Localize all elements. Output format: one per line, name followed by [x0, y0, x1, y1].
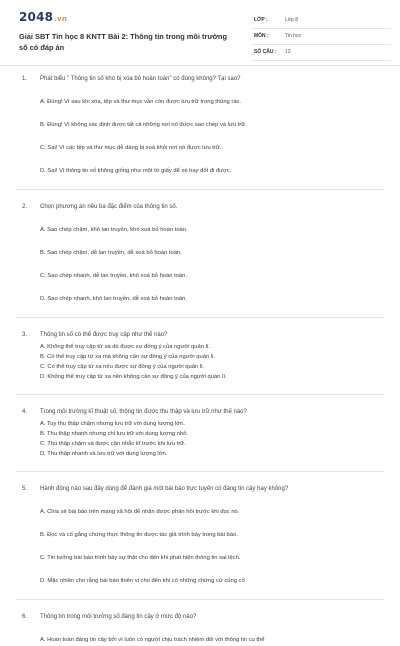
document-meta — [251, 13, 391, 61]
question-divider — [16, 189, 384, 190]
question-divider — [16, 471, 384, 472]
document-title: Giải SBT Tin học 8 KNTT Bài 2: Thông tin trong môi trường số có đáp án — [19, 32, 227, 52]
question-number: 1. — [22, 76, 28, 82]
question-text: Hành động nào sau đây dùng để đánh giá một bài báo trực tuyến có đáng tin cậy hay không? — [40, 486, 289, 492]
question-2 — [0, 202, 400, 305]
meta-row-question-count — [251, 45, 391, 61]
question-text: Thông tin trong môi trường số đáng tin cậy ở mức độ nào? — [40, 614, 197, 620]
option-d[interactable]: D. Sai! Vì thông tin số không giống như một tờ giấy để xé hay đốt đi được. — [40, 168, 232, 174]
question-number: 6. — [22, 614, 28, 620]
question-divider — [16, 317, 384, 318]
option-list — [40, 97, 380, 177]
option-b[interactable]: B. Có thể truy cập từ xa mà không cần sự đồng ý của người quản lí. — [40, 354, 216, 360]
option-b[interactable]: B. Sao chép chậm, dễ lan truyền, dễ xoá bỏ hoàn toàn. — [40, 250, 182, 256]
meta-row-grade — [251, 13, 391, 29]
option-c[interactable]: C. Tin tưởng bài báo trình bày sự thật cho đến khi phát hiện thông tin sai lệch. — [40, 555, 241, 561]
option-list — [40, 419, 380, 459]
option-b[interactable]: B. Thu thập nhanh nhưng chỉ lưu trữ với dung lượng nhỏ. — [40, 431, 189, 437]
meta-value: 13 — [285, 49, 291, 55]
question-6 — [0, 612, 400, 646]
option-a[interactable]: A. Không thể truy cập từ xa dù được sự đồng ý của người quản lí. — [40, 344, 211, 350]
option-b[interactable]: B. Đọc và cố gắng chứng thực thông tin được tác giả trình bày trong bài báo. — [40, 532, 238, 538]
logo-suffix: .vn — [54, 15, 68, 23]
option-list — [40, 635, 380, 646]
question-number: 2. — [22, 204, 28, 210]
meta-label: LỚP : — [254, 17, 268, 23]
option-a[interactable]: A. Sao chép chậm, khó lan truyền, khó xoá bỏ hoàn toàn. — [40, 227, 188, 233]
option-d[interactable]: D. Không thể truy cập từ xa nên không cần sự đồng ý của người quản lí. — [40, 374, 227, 380]
option-a[interactable]: A. Đúng! Vì sau khi xóa, tệp và thư mục vẫn còn được lưu trữ trong thùng rác. — [40, 99, 242, 105]
question-divider — [16, 599, 384, 600]
option-a[interactable]: A. Hoàn toàn đáng tin cậy bởi vì luôn có người chịu trách nhiệm đối với thông tin cụ thể — [40, 637, 265, 643]
question-text: Chọn phương án nêu ba đặc điểm của thông tin số. — [40, 204, 178, 210]
option-d[interactable]: D. Thu thập nhanh và lưu trữ với dung lượng lớn. — [40, 451, 168, 457]
question-divider — [16, 394, 384, 395]
option-list — [40, 342, 380, 382]
logo-text: 2048 — [19, 10, 54, 24]
meta-value: Lớp 8 — [285, 17, 299, 23]
document-header — [0, 0, 400, 66]
option-c[interactable]: C. Có thể truy cập từ xa nếu được sự đồng ý của người quản lí. — [40, 364, 205, 370]
question-text: Phát biểu " Thông tin số khó bị xóa bỏ hoàn toàn" có đúng không? Tại sao? — [40, 76, 241, 82]
question-number: 5. — [22, 486, 28, 492]
option-c[interactable]: C. Sai! Vì các tệp và thư mục dễ dàng bị xoá khỏi nơi nó được lưu trữ.. — [40, 145, 223, 151]
option-d[interactable]: D. Sao chép nhanh, khó lan truyền, dễ xoá bỏ hoàn toàn. — [40, 296, 187, 302]
option-list — [40, 507, 380, 587]
option-a[interactable]: A. Tuy thu thập chậm nhưng lưu trữ với dung lượng lớn. — [40, 421, 185, 427]
option-a[interactable]: A. Chia sẻ bài báo trên mạng xã hội để nhận được phản hồi trước khi đọc nó. — [40, 509, 240, 515]
question-number: 4. — [22, 409, 28, 415]
question-text: Thông tin số có thể được truy cập như thế nào? — [40, 332, 168, 338]
meta-row-subject — [251, 29, 391, 45]
question-text: Trong môi trường kĩ thuật số, thông tin được thu thập và lưu trữ như thế nào? — [40, 409, 247, 415]
question-1 — [0, 74, 400, 177]
question-3 — [0, 330, 400, 382]
meta-value: Tin học — [285, 33, 302, 39]
question-4 — [0, 407, 400, 459]
option-c[interactable]: C. Thu thập chậm và được cân nhắc kĩ trước khi lưu trữ. — [40, 441, 186, 447]
question-5 — [0, 484, 400, 587]
question-list — [0, 74, 400, 646]
option-d[interactable]: D. Mặc nhiên cho rằng bài báo thiên vị cho đến khi có những chứng cứ củng cố — [40, 578, 245, 584]
site-logo[interactable] — [19, 10, 67, 24]
option-c[interactable]: C. Sao chép nhanh, dễ lan truyền, khó xoá bỏ hoàn toàn. — [40, 273, 187, 279]
question-number: 3. — [22, 332, 28, 338]
meta-label: SỐ CÂU : — [254, 49, 277, 55]
meta-label: MÔN : — [254, 33, 269, 39]
option-b[interactable]: B. Đúng! Vì không xác định được tất cả những nơi nó được sao chép và lưu trữ. — [40, 122, 247, 128]
option-list — [40, 225, 380, 305]
